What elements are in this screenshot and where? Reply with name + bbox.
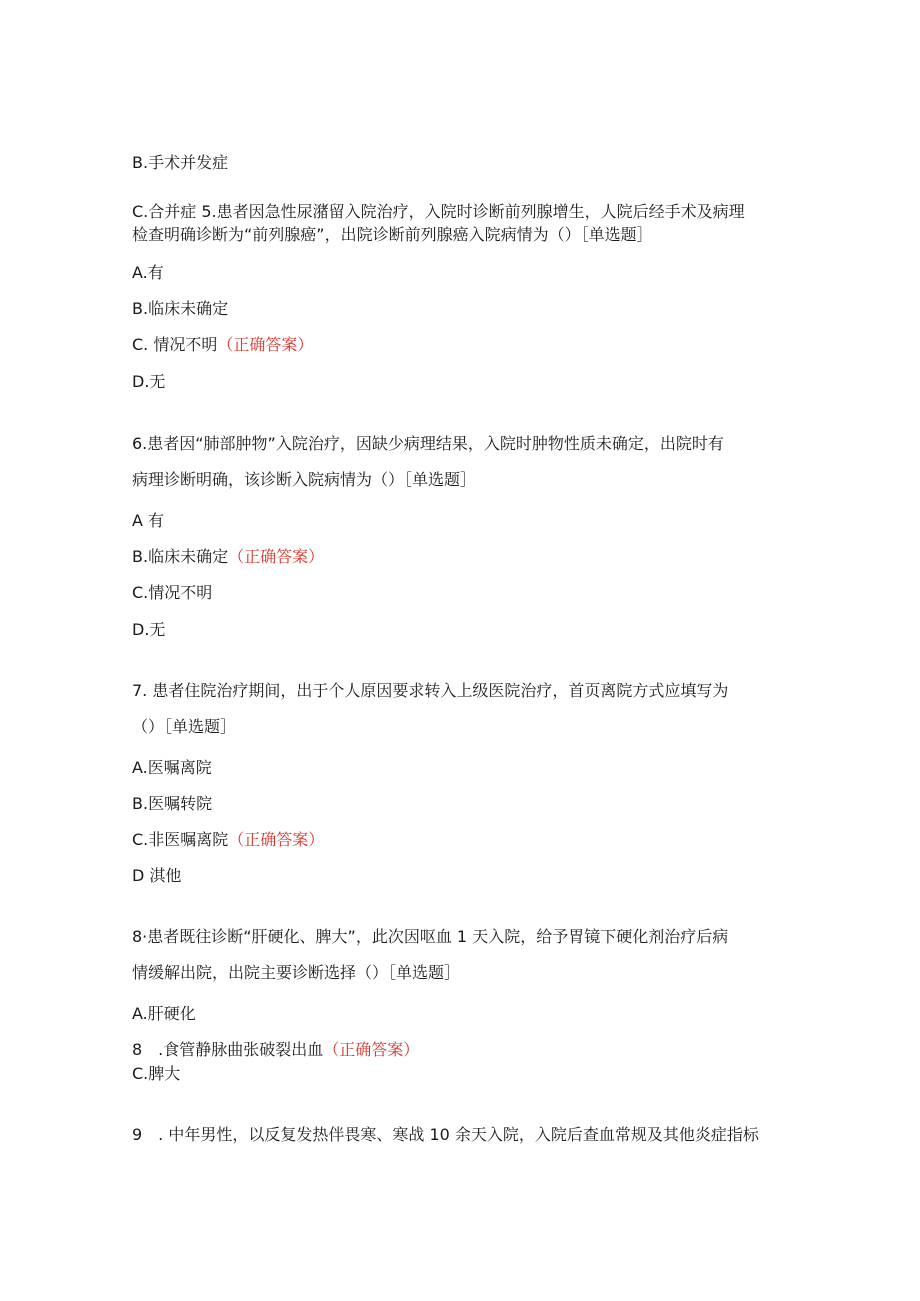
question-9-line-1: 9 . 中年男性，以反复发热伴畏寒、寒战 10 余天入院，入院后查血常规及其他炎症指标 bbox=[132, 1125, 759, 1144]
question-7-line-2: （）［单选题］ bbox=[132, 717, 237, 736]
option-b-q7: B.医嘱转院 bbox=[132, 794, 213, 813]
option-c-q6: C.情况不明 bbox=[132, 583, 213, 602]
question-6-line-2: 病理诊断明确，该诊断入院病情为（）［单选题］ bbox=[132, 470, 477, 489]
option-c-q8: C.脾大 bbox=[132, 1064, 181, 1083]
question-5-line-2: 检查明确诊断为“前列腺癌”，出院诊断前列腺癌入院病情为（）［单选题］ bbox=[132, 225, 653, 244]
option-a-q7: A.医嘱离院 bbox=[132, 758, 212, 777]
option-a-q8: A.肝硬化 bbox=[132, 1004, 196, 1023]
option-b-q5: B.临床未确定 bbox=[132, 299, 229, 318]
correct-answer-label: （正确答案） bbox=[228, 830, 325, 849]
question-5-line-1: C.合并症 5.患者因急性尿潴留入院治疗，入院时诊断前列腺增生，人院后经手术及病理 bbox=[132, 202, 745, 221]
option-c-q7: C.非医嘱离院（正确答案） bbox=[132, 830, 325, 849]
option-b-q4: B.手术并发症 bbox=[132, 153, 229, 172]
question-6-line-1: 6.患者因“肺部肿物”入院治疗，因缺少病理结果，入院时肿物性质未确定，出院时有 bbox=[132, 434, 724, 453]
correct-answer-label: （正确答案） bbox=[323, 1040, 420, 1059]
option-d-q5: D.无 bbox=[132, 372, 166, 391]
correct-answer-label: （正确答案） bbox=[228, 547, 325, 566]
option-b-q8: 8 .食管静脉曲张破裂出血（正确答案） bbox=[132, 1040, 420, 1059]
question-7-line-1: 7. 患者住院治疗期间，出于个人原因要求转入上级医院治疗，首页离院方式应填写为 bbox=[132, 681, 729, 700]
option-a-q5: A.有 bbox=[132, 263, 164, 282]
question-8-line-2: 情缓解出院，出院主要诊断选择（）［单选题］ bbox=[132, 963, 461, 982]
option-c-q5: C. 情况不明（正确答案） bbox=[132, 335, 314, 354]
option-a-q6: A 有 bbox=[132, 511, 165, 530]
question-8-line-1: 8·患者既往诊断“肝硬化、脾大”，此次因呕血 1 天入院，给予胃镜下硬化剂治疗后病 bbox=[132, 927, 729, 946]
option-b-q6: B.临床未确定（正确答案） bbox=[132, 547, 325, 566]
option-d-q6: D.无 bbox=[132, 620, 166, 639]
option-d-q7: D 淇他 bbox=[132, 866, 182, 885]
correct-answer-label: （正确答案） bbox=[217, 335, 314, 354]
